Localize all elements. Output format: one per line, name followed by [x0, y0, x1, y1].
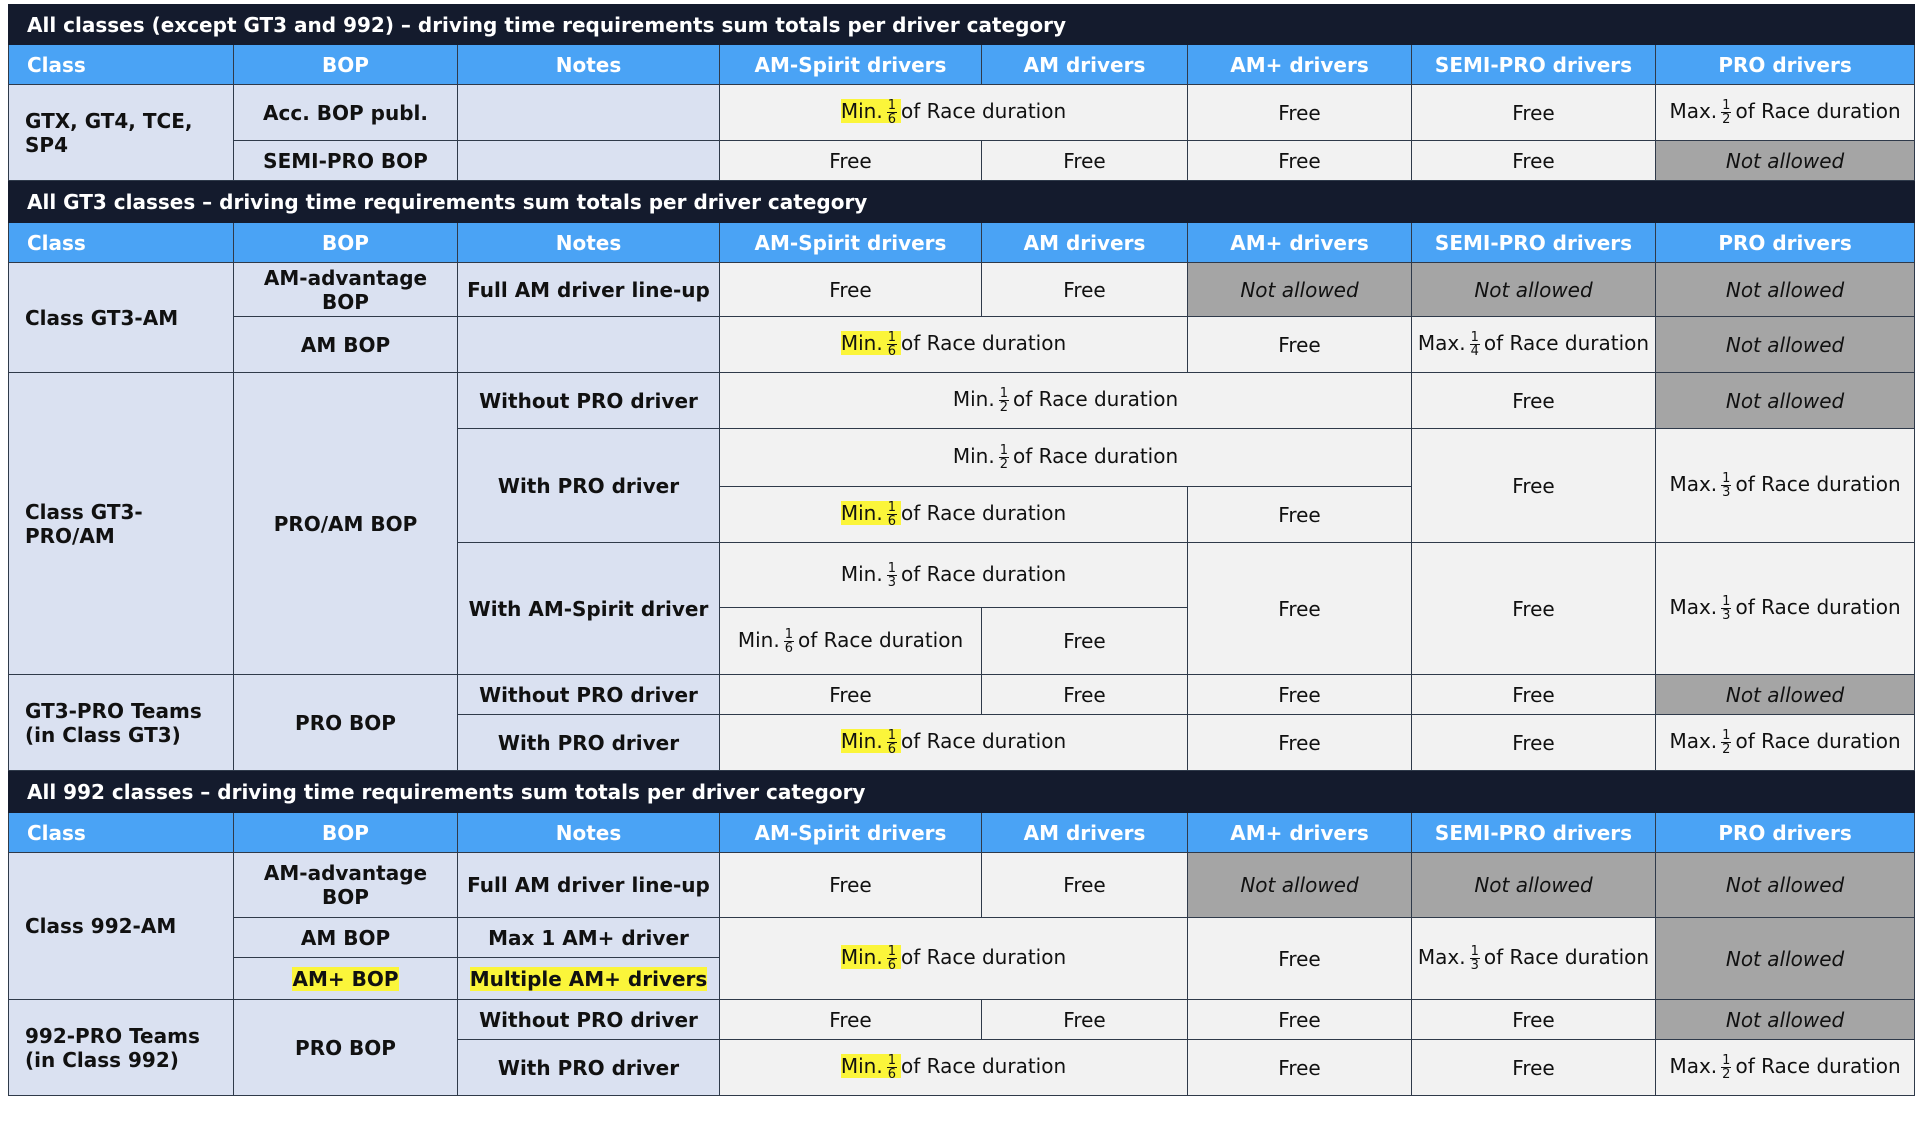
table-row: [9, 675, 1915, 715]
fraction: [887, 501, 897, 528]
free-cell: Free: [1412, 141, 1656, 181]
fraction: [887, 729, 897, 756]
header-notes: Notes: [458, 813, 720, 853]
not-allowed-cell: Not allowed: [1656, 1000, 1915, 1040]
free-cell: Free: [720, 263, 982, 317]
fraction: [1721, 99, 1731, 126]
class-cell: [9, 675, 234, 771]
bop-cell: PRO/AM BOP: [234, 373, 458, 675]
min-half-cell: [720, 373, 1412, 429]
free-cell: Free: [982, 853, 1188, 918]
fraction: [1721, 729, 1731, 756]
free-cell: Free: [1412, 543, 1656, 675]
bop-cell: PRO BOP: [234, 1000, 458, 1096]
section-1-title: All classes (except GT3 and 992) – driving time requirements sum totals per driver category: [9, 5, 1915, 45]
min-label: Min.: [840, 331, 883, 355]
race-duration-label: of Race duration: [900, 331, 1067, 355]
highlight-min: [840, 98, 901, 127]
not-allowed-cell: Not allowed: [1656, 141, 1915, 181]
bop-cell: [234, 958, 458, 1000]
notes-cell: With PRO driver: [458, 715, 720, 771]
fraction: [887, 331, 897, 358]
max-label: Max.: [1669, 472, 1718, 496]
header-am-spirit: AM-Spirit drivers: [720, 45, 982, 85]
fraction-num: 1: [887, 330, 896, 345]
class-name: 992-PRO Teams: [25, 1023, 200, 1048]
header-am: AM drivers: [982, 45, 1188, 85]
bop-cell: SEMI-PRO BOP: [234, 141, 458, 181]
free-cell: Free: [1412, 675, 1656, 715]
class-cell: [9, 1000, 234, 1096]
header-am-plus: AM+ drivers: [1188, 813, 1412, 853]
highlight-min: [840, 1053, 901, 1082]
notes-cell: Full AM driver line-up: [458, 263, 720, 317]
table-row: [9, 853, 1915, 918]
min-half-cell: [720, 429, 1412, 487]
free-cell: Free: [982, 141, 1188, 181]
min-sixth-cell: [720, 487, 1188, 543]
notes-cell: Without PRO driver: [458, 675, 720, 715]
header-semi-pro: SEMI-PRO drivers: [1412, 45, 1656, 85]
free-cell: Free: [1188, 543, 1412, 675]
fraction: [1721, 1054, 1731, 1081]
section-2-header-row: [9, 223, 1915, 263]
class-cell: Class GT3-PRO/AM: [9, 373, 234, 675]
free-cell: Free: [982, 608, 1188, 675]
fraction-den: 6: [887, 958, 896, 973]
header-pro: PRO drivers: [1656, 45, 1915, 85]
fraction-den: 6: [887, 344, 896, 359]
free-cell: Free: [1412, 373, 1656, 429]
max-third-cell: [1656, 429, 1915, 543]
not-allowed-cell: Not allowed: [1656, 263, 1915, 317]
fraction: [999, 444, 1009, 471]
not-allowed-cell: Not allowed: [1656, 853, 1915, 918]
header-class: Class: [9, 813, 234, 853]
race-duration-label: of Race duration: [1735, 99, 1901, 123]
not-allowed-cell: Not allowed: [1656, 373, 1915, 429]
race-duration-label: of Race duration: [1483, 945, 1650, 969]
fraction-num: 1: [887, 560, 896, 576]
fraction-num: 1: [1722, 594, 1731, 609]
free-cell: Free: [1412, 715, 1656, 771]
highlight-am-plus-bop: AM+ BOP: [292, 966, 399, 991]
not-allowed-cell: Not allowed: [1656, 317, 1915, 373]
fraction-den: 6: [887, 1067, 896, 1082]
table-row: [9, 317, 1915, 373]
header-semi-pro: SEMI-PRO drivers: [1412, 813, 1656, 853]
fraction: [1721, 595, 1731, 622]
fraction-num: 1: [784, 626, 793, 642]
min-label: Min.: [737, 627, 780, 652]
highlight-multiple-am-plus: Multiple AM+ drivers: [469, 966, 708, 991]
class-cell: Class GT3-AM: [9, 263, 234, 373]
fraction-den: 6: [887, 742, 896, 757]
notes-cell: [458, 85, 720, 141]
fraction: [887, 1054, 897, 1081]
section-3-title-row: [9, 771, 1915, 813]
section-2-title: All GT3 classes – driving time requirements sum totals per driver category: [9, 181, 1915, 223]
header-bop: BOP: [234, 223, 458, 263]
fraction-num: 1: [1722, 98, 1731, 113]
fraction-den: 2: [1722, 112, 1731, 127]
fraction: [999, 387, 1009, 414]
driving-time-requirements-document: [8, 4, 1914, 1096]
race-duration-label: of Race duration: [1735, 472, 1901, 496]
notes-cell: [458, 958, 720, 1000]
highlight-min: [840, 944, 901, 973]
header-am-spirit: AM-Spirit drivers: [720, 813, 982, 853]
min-sixth-cell: [720, 715, 1188, 771]
fraction-num: 1: [887, 500, 896, 515]
min-label: Min.: [840, 99, 883, 123]
min-label: Min.: [840, 501, 883, 525]
free-cell: Free: [982, 675, 1188, 715]
fraction: [887, 945, 897, 972]
fraction: [887, 99, 897, 126]
header-am: AM drivers: [982, 223, 1188, 263]
free-cell: Free: [720, 141, 982, 181]
free-cell: Free: [1412, 1040, 1656, 1096]
race-duration-label: of Race duration: [900, 729, 1067, 753]
free-cell: Free: [1412, 85, 1656, 141]
header-bop: BOP: [234, 45, 458, 85]
race-duration-label: of Race duration: [1483, 331, 1650, 355]
free-cell: Free: [1188, 85, 1412, 141]
fraction-num: 1: [999, 386, 1008, 401]
header-am: AM drivers: [982, 813, 1188, 853]
max-label: Max.: [1669, 99, 1718, 123]
bop-cell: AM BOP: [234, 317, 458, 373]
fraction-den: 3: [1722, 608, 1731, 623]
highlight-min: [840, 330, 901, 359]
header-am-plus: AM+ drivers: [1188, 223, 1412, 263]
fraction-den: 2: [999, 457, 1008, 472]
free-cell: Free: [720, 853, 982, 918]
table-row: [9, 918, 1915, 958]
header-class: Class: [9, 45, 234, 85]
table-row: [9, 1000, 1915, 1040]
race-duration-label: of Race duration: [1735, 595, 1901, 619]
section-2-title-row: [9, 181, 1915, 223]
notes-cell: [458, 141, 720, 181]
class-cell: GTX, GT4, TCE, SP4: [9, 85, 234, 181]
fraction-num: 1: [1722, 471, 1731, 486]
max-half-cell: [1656, 715, 1915, 771]
not-allowed-cell: Not allowed: [1656, 675, 1915, 715]
min-sixth-cell: [720, 1040, 1188, 1096]
notes-cell: Without PRO driver: [458, 373, 720, 429]
header-notes: Notes: [458, 45, 720, 85]
notes-cell: Without PRO driver: [458, 1000, 720, 1040]
max-quarter-cell: [1412, 317, 1656, 373]
section-1-title-row: [9, 5, 1915, 45]
table-row: [9, 263, 1915, 317]
free-cell: Free: [1188, 675, 1412, 715]
free-cell: Free: [1188, 317, 1412, 373]
fraction-den: 2: [1722, 1067, 1731, 1082]
notes-cell: With AM-Spirit driver: [458, 543, 720, 675]
highlight-min: [840, 500, 901, 529]
min-label: Min.: [840, 945, 883, 969]
not-allowed-cell: Not allowed: [1412, 853, 1656, 918]
fraction-num: 1: [887, 728, 896, 743]
header-pro: PRO drivers: [1656, 813, 1915, 853]
table-row: [9, 373, 1915, 429]
notes-cell: With PRO driver: [458, 1040, 720, 1096]
race-duration-label: of Race duration: [900, 501, 1067, 525]
max-label: Max.: [1669, 1054, 1718, 1078]
header-am-plus: AM+ drivers: [1188, 45, 1412, 85]
fraction-num: 1: [999, 443, 1008, 458]
bop-cell: Acc. BOP publ.: [234, 85, 458, 141]
header-bop: BOP: [234, 813, 458, 853]
free-cell: Free: [720, 675, 982, 715]
section-3-title: All 992 classes – driving time requirements sum totals per driver category: [9, 771, 1915, 813]
race-duration-label: of Race duration: [1012, 444, 1179, 468]
fraction-den: 2: [1722, 742, 1731, 757]
free-cell: Free: [1412, 429, 1656, 543]
min-sixth-cell: [720, 608, 982, 675]
race-duration-label: of Race duration: [900, 1054, 1067, 1078]
bop-cell: AM-advantage BOP: [234, 263, 458, 317]
fraction: [1721, 472, 1731, 499]
min-sixth-cell: [720, 85, 1188, 141]
not-allowed-cell: Not allowed: [1188, 263, 1412, 317]
notes-cell: Full AM driver line-up: [458, 853, 720, 918]
fraction: [1470, 945, 1480, 972]
free-cell: Free: [1188, 1000, 1412, 1040]
race-duration-label: of Race duration: [1735, 729, 1901, 753]
notes-cell: [458, 317, 720, 373]
min-label: Min.: [952, 444, 995, 468]
fraction-den: 6: [784, 640, 793, 656]
min-label: Min.: [840, 729, 883, 753]
fraction-num: 1: [1470, 944, 1479, 959]
notes-cell: Max 1 AM+ driver: [458, 918, 720, 958]
free-cell: Free: [1188, 1040, 1412, 1096]
not-allowed-cell: Not allowed: [1656, 918, 1915, 1000]
fraction: [887, 562, 897, 589]
max-half-cell: [1656, 85, 1915, 141]
fraction-num: 1: [887, 98, 896, 113]
min-sixth-cell: [720, 317, 1188, 373]
free-cell: Free: [1412, 1000, 1656, 1040]
free-cell: Free: [1188, 715, 1412, 771]
fraction-den: 2: [999, 400, 1008, 415]
section-1-header-row: [9, 45, 1915, 85]
fraction-num: 1: [1470, 330, 1479, 345]
bop-cell: AM-advantage BOP: [234, 853, 458, 918]
free-cell: Free: [720, 1000, 982, 1040]
fraction-num: 1: [887, 944, 896, 959]
notes-cell: With PRO driver: [458, 429, 720, 543]
header-pro: PRO drivers: [1656, 223, 1915, 263]
free-cell: Free: [982, 1000, 1188, 1040]
fraction: [784, 628, 794, 655]
bop-cell: PRO BOP: [234, 675, 458, 771]
fraction-den: 3: [1470, 958, 1479, 973]
max-label: Max.: [1669, 729, 1718, 753]
max-half-cell: [1656, 1040, 1915, 1096]
max-third-cell: [1656, 543, 1915, 675]
max-third-cell: [1412, 918, 1656, 1000]
fraction-den: 6: [887, 112, 896, 127]
fraction-den: 6: [887, 514, 896, 529]
free-cell: Free: [1188, 487, 1412, 543]
race-duration-label: of Race duration: [797, 627, 964, 652]
race-duration-label: of Race duration: [1735, 1054, 1901, 1078]
requirements-table: [8, 4, 1915, 1096]
class-cell: Class 992-AM: [9, 853, 234, 1000]
race-duration-label: of Race duration: [900, 99, 1067, 123]
fraction-den: 4: [1470, 344, 1479, 359]
free-cell: Free: [982, 263, 1188, 317]
race-duration-label: of Race duration: [1012, 387, 1179, 411]
class-subtitle: (in Class GT3): [25, 722, 181, 747]
fraction: [1470, 331, 1480, 358]
table-row: [9, 141, 1915, 181]
race-duration-label: of Race duration: [900, 561, 1067, 586]
fraction-den: 3: [1722, 485, 1731, 500]
bop-cell: AM BOP: [234, 918, 458, 958]
free-cell: Free: [1188, 141, 1412, 181]
not-allowed-cell: Not allowed: [1188, 853, 1412, 918]
free-cell: Free: [1188, 918, 1412, 1000]
fraction-num: 1: [1722, 1053, 1731, 1068]
min-label: Min.: [952, 387, 995, 411]
fraction-num: 1: [1722, 728, 1731, 743]
section-3-header-row: [9, 813, 1915, 853]
header-class: Class: [9, 223, 234, 263]
class-name: GT3-PRO Teams: [25, 698, 202, 723]
fraction-den: 3: [887, 574, 896, 590]
table-row: [9, 85, 1915, 141]
highlight-min: [840, 728, 901, 757]
fraction-num: 1: [887, 1053, 896, 1068]
header-semi-pro: SEMI-PRO drivers: [1412, 223, 1656, 263]
min-label: Min.: [840, 1054, 883, 1078]
min-label: Min.: [840, 561, 883, 586]
min-sixth-cell: [720, 918, 1188, 1000]
race-duration-label: of Race duration: [900, 945, 1067, 969]
max-label: Max.: [1669, 595, 1718, 619]
min-third-cell: [720, 543, 1188, 608]
class-subtitle: (in Class 992): [25, 1047, 179, 1072]
header-notes: Notes: [458, 223, 720, 263]
max-label: Max.: [1417, 331, 1466, 355]
header-am-spirit: AM-Spirit drivers: [720, 223, 982, 263]
not-allowed-cell: Not allowed: [1412, 263, 1656, 317]
max-label: Max.: [1417, 945, 1466, 969]
